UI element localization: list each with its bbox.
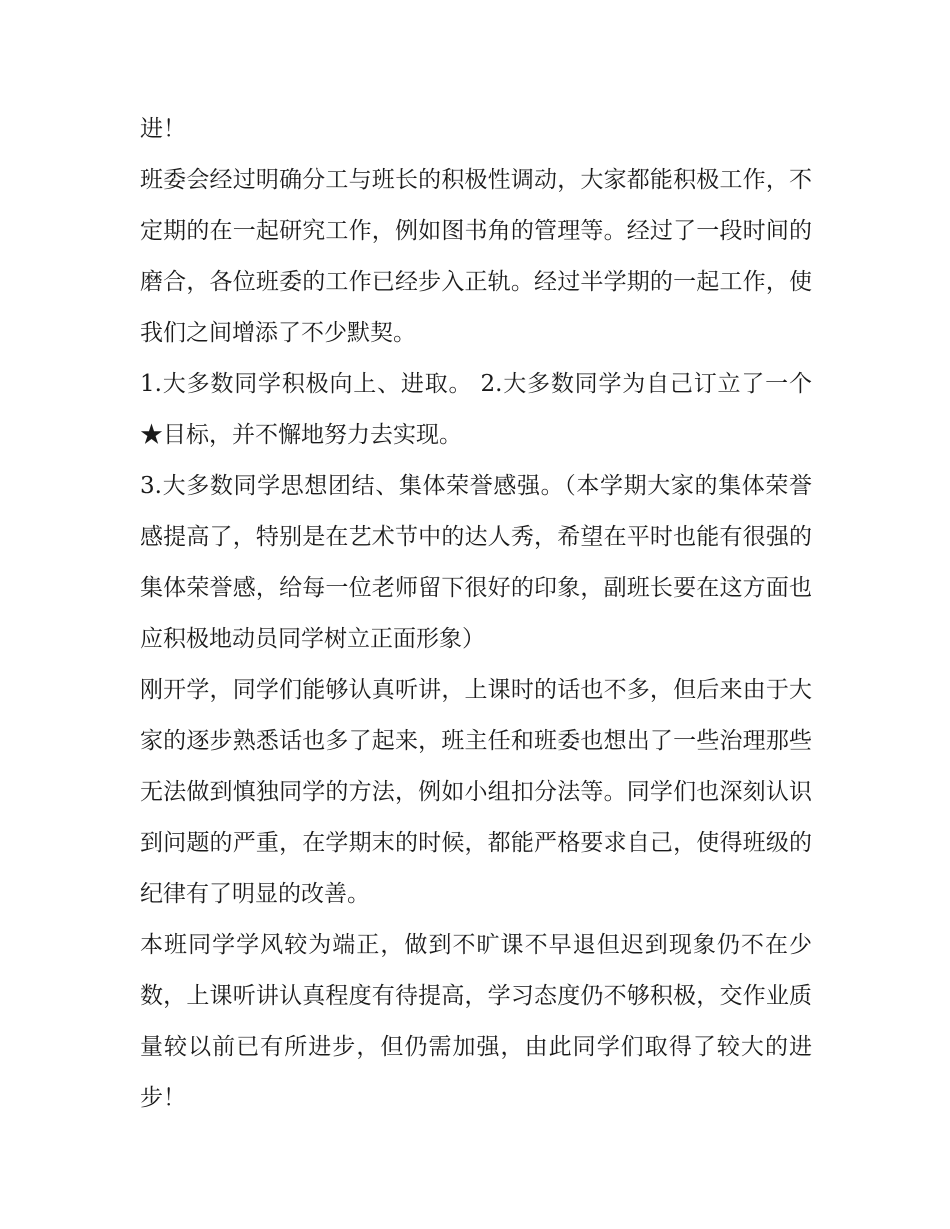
paragraph-continuation: 进！ bbox=[140, 116, 186, 142]
document-body bbox=[140, 104, 812, 1124]
paragraph-study-style: 本班同学学风较为端正，做到不旷课不早退但迟到现象仍不在少数，上课听讲认真程度有待提高，学习态度仍不够积极，交作业质量较以前已有所进步，但仍需加强，由此同学们取得了较大的进步！ bbox=[140, 932, 812, 1111]
paragraph-discipline: 刚开学，同学们能够认真听讲，上课时的话也不多，但后来由于大家的逐步熟悉话也多了起来，班主任和班委也想出了一些治理那些无法做到慎独同学的方法，例如小组扣分法等。同学们也深刻认识到问题的严重，在学期末的时候，都能严格要求自己，使得班级的纪律有了明显的改善。 bbox=[140, 677, 812, 907]
paragraph-points-1-2: 1.大多数同学积极向上、进取。 2.大多数同学为自己订立了一个★目标，并不懈地努力去实现。 bbox=[140, 371, 812, 448]
paragraph-class-committee: 班委会经过明确分工与班长的积极性调动，大家都能积极工作，不定期的在一起研究工作，例如图书角的管理等。经过了一段时间的磨合，各位班委的工作已经步入正轨。经过半学期的一起工作，使我们之间增添了不少默契。 bbox=[140, 167, 812, 346]
paragraph-point-3: 3.大多数同学思想团结、集体荣誉感强。（本学期大家的集体荣誉感提高了，特别是在艺术节中的达人秀，希望在平时也能有很强的集体荣誉感，给每一位老师留下很好的印象，副班长要在这方面也应积极地动员同学树立正面形象） bbox=[140, 473, 812, 652]
